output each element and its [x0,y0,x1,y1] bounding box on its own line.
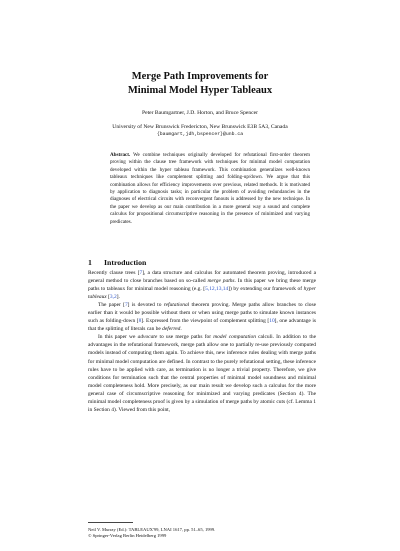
paragraph-text: Recently clause trees [ [88,270,140,276]
emphasis-text: merge paths [207,278,235,285]
emphasis-text: refutational [163,302,190,309]
body-text [88,269,316,414]
abstract-label: Abstract. [110,152,131,158]
abstract [110,152,310,226]
authors: Peter Baumgartner, J.D. Horton, and Bruce Spencer [142,110,258,116]
paragraph-text: In this paper we [98,334,138,341]
paragraph-text: . In this paper we bring these merge paths to tableaux for minimal model reasoning (e.g. [ [88,278,316,293]
paragraph-text: ], one advantage is that the splitting of literals can be [88,318,316,333]
paragraph-text: ]. [116,294,120,301]
footnote-rule [88,522,133,523]
emphasis-text: advocate [137,334,158,341]
emphasis-text: hyper tableaux [88,286,316,301]
title-line-1: Merge Path Improvements for [131,71,269,82]
footer-copyright: © Springer-Verlag Berlin Heidelberg 1999 [88,533,167,538]
paragraph-text: calculi. In addition to the advantages in the refutational framework, merge path allow one to partially re-use previously computed models instead of computing them again. To achieve this, new inference rules dealing with merge paths for minimal model computation are defined. In contrast to the purely refutational setting, these inference rules have to be applied with care, as termination is no longer a trivial property. Therefore, we give conditions for termination such that the central properties of minimal model soundness and minimal model completeness hold. More precisely, as our main result we develop such a calculus for the more general case of circumscriptive reasoning for minimized and varying predicates (Section 4). The minimal model completeness proof is given by a simulation of merge paths by atomic cuts (cf. Lemma 1 in Section 4). Viewed from this point, [88,334,316,413]
citation-link[interactable]: 7 [139,270,143,276]
paragraph-text: The paper [ [98,302,125,309]
paragraph-text: theorem proving. Merge paths allow branches to close earlier than it would be possible without them or when using merge paths to simulate known instances such as folding-down [ [88,302,317,325]
paragraph-text: ], a data structure and calculus for automated theorem proving, introduced a general method to close branches based on so-called [88,270,316,285]
paper-title [0,70,400,98]
paragraph [88,301,316,333]
title-line-2: Minimal Model Hyper Tableaux [127,85,273,96]
citation-link[interactable]: 5,12,13,14 [205,286,229,293]
section-number: 1 [88,258,92,267]
citation-link[interactable]: 7 [124,302,128,309]
paragraph-text: ]) by extending our framework of [228,286,304,293]
paragraph-text: [ [106,294,110,301]
paragraph-text: to use merge paths for [157,334,214,341]
citation-link[interactable]: 8 [138,318,142,325]
author-emails: {baumgart,jdh,bspencer}@unb.ca [156,132,244,137]
paragraph-text: ] is devoted to [127,302,164,309]
abstract-text: We combine techniques originally developed for refutational first-order theorem proving within the clause tree framework with techniques for minimal model computation developed within the hyper tableau framework. This combination generalizes well-known tableaux techniques like complement splitting and folding-up/down. We argue that this combination allows for efficiency improvements over previous, related methods. It is motivated by application to diagnosis tasks; in particular the problem of avoiding redundancies in the diagnoses of electrical circuits with reconvergent fanouts is addressed by the new technique. In the paper we develop as our main contribution in a more general way a sound and complete calculus for propositional circumscriptive reasoning in the presence of minimized and varying predicates. [110,152,310,225]
paragraph [88,269,316,301]
emphasis-text: deferred [162,326,181,333]
section-title: Introduction [104,258,147,267]
footer-citation: Neil V. Murray (Ed.): TABLEAUX'99, LNAI 1617, pp. 51–65, 1999. [88,527,216,532]
paragraph [88,333,316,413]
section-heading [88,258,146,267]
paragraph-text: ]. Expressed from the viewpoint of complement splitting [ [141,318,270,325]
citation-link[interactable]: 10 [269,318,275,325]
emphasis-text: model computation [213,334,256,341]
citation-link[interactable]: 3,2 [109,294,117,301]
paragraph-text: . [180,326,182,333]
affiliation: University of New Brunswick Fredericton, New Brunswick E3B 5A3, Canada [112,124,288,130]
